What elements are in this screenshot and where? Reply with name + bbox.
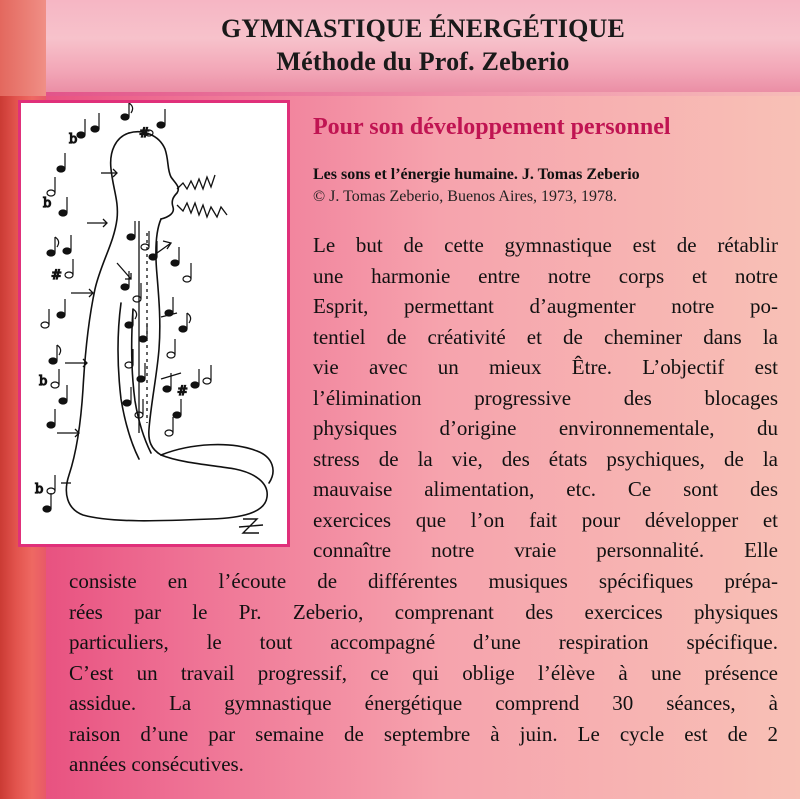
body-paragraph-top <box>313 230 778 566</box>
svg-text:b: b <box>39 374 48 389</box>
title-line-1: GYMNASTIQUE ÉNERGÉTIQUE <box>220 14 626 43</box>
sound-wave-upper <box>177 175 215 189</box>
svg-text:b: b <box>35 482 44 497</box>
body-line: l’élimination progressive des blocages <box>313 385 778 410</box>
body-line: connaître notre vraie personnalité. Elle <box>313 538 778 562</box>
body-line: rées par le Pr. Zeberio, comprenant des exercices physiques <box>69 599 778 624</box>
svg-text:#: # <box>177 384 188 399</box>
reference-title: Les sons et l’énergie humaine. J. Tomas Zeberio <box>313 166 640 183</box>
body-line: Le but de cette gymnastique est de rétablir <box>313 233 778 257</box>
section-heading: Pour son développement personnel <box>313 114 671 140</box>
body-line: une harmonie entre notre corps et notre <box>313 263 778 288</box>
body-line: tentiel de créativité et de cheminer dans la <box>313 324 778 349</box>
note-cluster-right <box>163 247 211 436</box>
body-line: raison d’une par semaine de septembre à juin. Le cycle est de 2 <box>69 721 778 746</box>
svg-text:#: # <box>139 126 150 141</box>
body-line: stress de la vie, des états psychiques, de la <box>313 446 778 471</box>
body-line: particuliers, le tout accompagné d’une respiration spécifique. <box>69 630 778 654</box>
header-corner <box>0 0 46 96</box>
body-line: mauvaise alimentation, etc. Ce sont des <box>313 477 778 501</box>
seated-figure-illustration <box>21 103 287 544</box>
body-line: exercices que l’on fait pour développer et <box>313 507 778 532</box>
note-cluster-left <box>35 153 73 512</box>
body-line: années consécutives. <box>69 752 244 776</box>
body-line: C’est un travail progressif, ce qui oblige l’élève à une présence <box>69 660 778 685</box>
body-line: vie avec un mieux Être. L’objectif est <box>313 355 778 379</box>
sound-wave-lower <box>177 203 227 217</box>
reference-copyright: © J. Tomas Zeberio, Buenos Aires, 1973, 1978. <box>313 188 618 205</box>
svg-text:b: b <box>43 196 52 211</box>
body-paragraph-bottom <box>69 566 778 780</box>
figure-face-outline <box>129 132 178 219</box>
title-line-2: Méthode du Prof. Zeberio <box>276 47 570 76</box>
body-line: Esprit, permettant d’augmenter notre po- <box>313 294 778 318</box>
svg-text:b: b <box>69 132 78 147</box>
page-title <box>46 12 800 78</box>
svg-text:#: # <box>51 268 62 283</box>
illustration-frame <box>18 100 290 547</box>
body-line: consiste en l’écoute de différentes musiques spécifiques prépa- <box>69 569 778 593</box>
figure-back-outline <box>66 133 267 521</box>
body-line: physiques d’origine environnementale, du <box>313 416 778 440</box>
body-line: assidue. La gymnastique énergétique comprend 30 séances, à <box>69 691 778 715</box>
artist-signature <box>239 519 263 533</box>
